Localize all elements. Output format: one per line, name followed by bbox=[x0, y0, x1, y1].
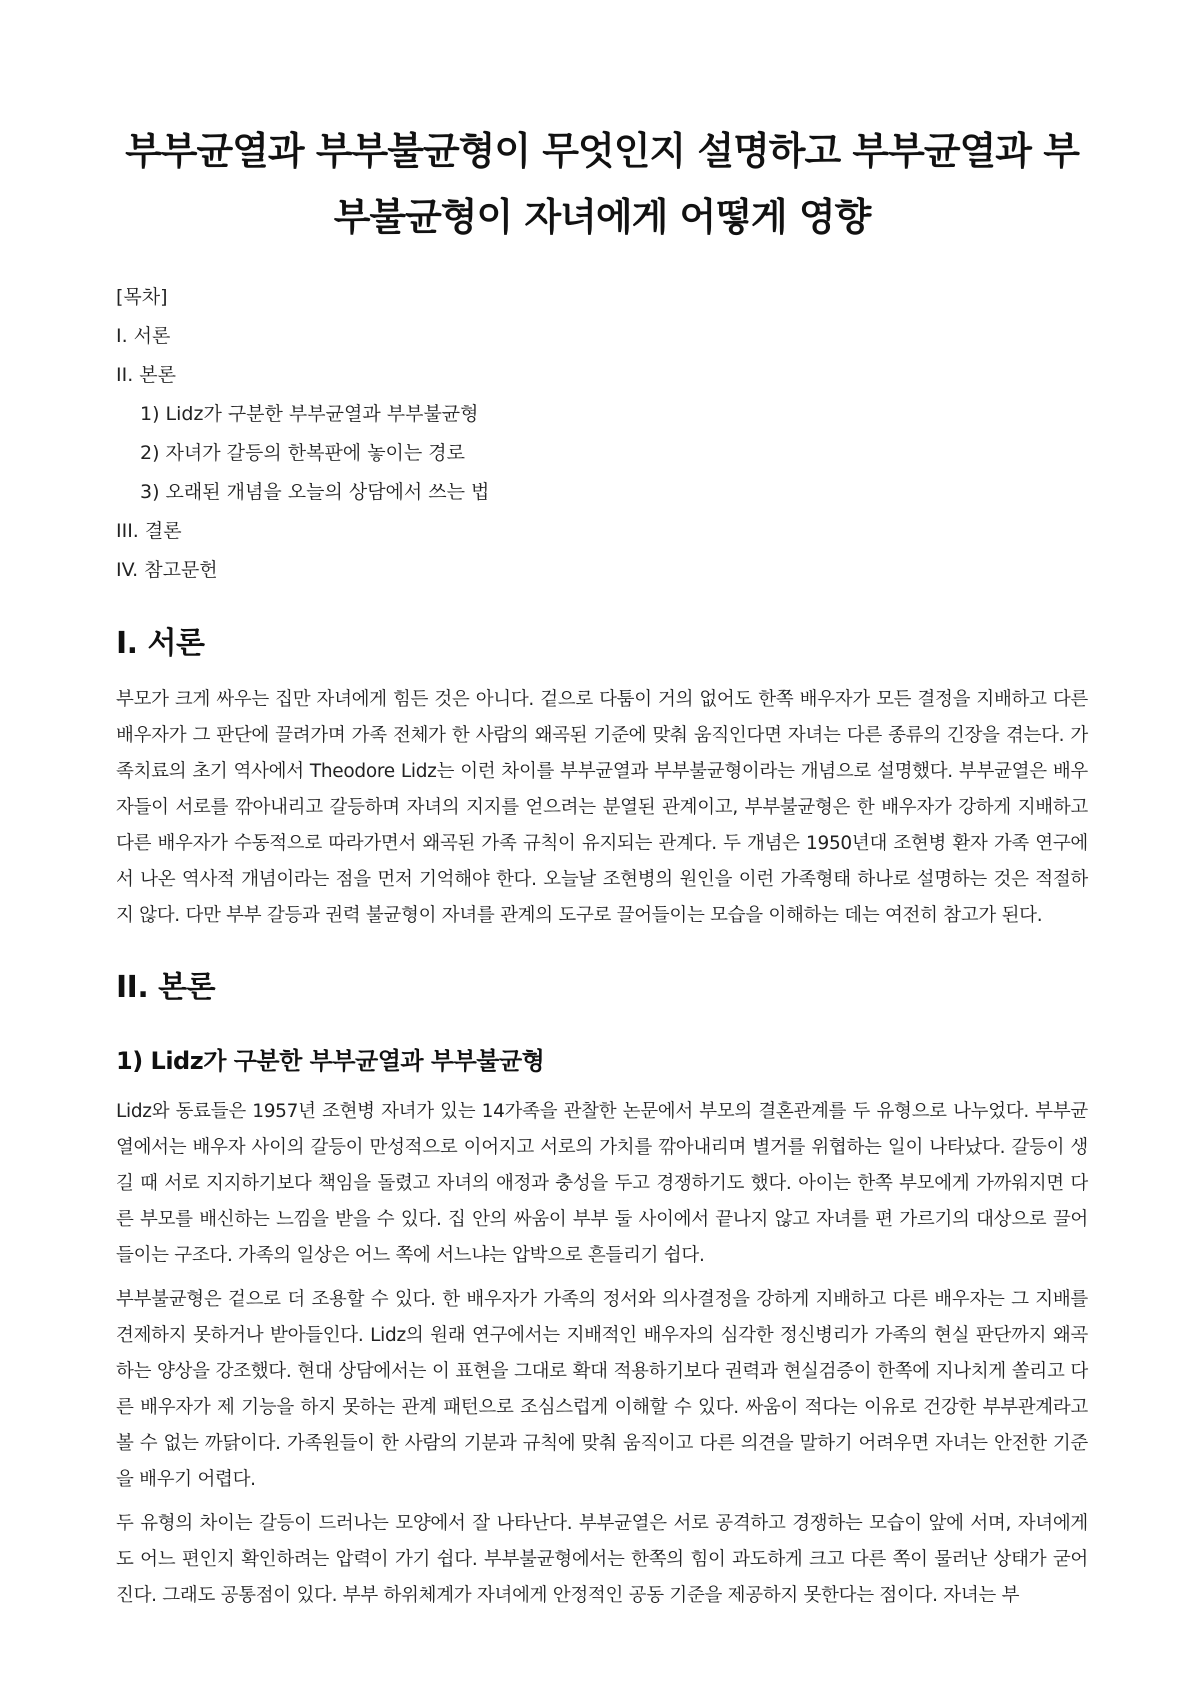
toc-item-body-2: 2) 자녀가 갈등의 한복판에 놓이는 경로 bbox=[140, 442, 466, 464]
intro-heading: I. 서론 bbox=[116, 626, 205, 661]
subsection-1-paragraph-1: Lidz와 동료들은 1957년 조현병 자녀가 있는 14가족을 관찰한 논문에서 부모의 결혼관계를 두 유형으로 나누었다. 부부균열에서는 배우자 사이의 갈등이 만성적으로 이어지고 서로의 가치를 깎아내리며 별거를 위협하는 일이 나타났다. 갈등이 생길 때 서로 지지하기보다 책임을 돌렸고 자녀의 애정과 충성을 두고 경쟁하기도 했다. 아이는 한쪽 부모에게 가까워지면 다른 부모를 배신하는 느낌을 받을 수 있다. 집 안의 싸움이 부부 둘 사이에서 끝나지 않고 자녀를 편 가르기의 대상으로 끌어들이는 구조다. 가족의 일상은 어느 쪽에 서느냐는 압박으로 흔들리기 쉽다. bbox=[116, 1101, 1088, 1266]
subsection-1-paragraph-3: 두 유형의 차이는 갈등이 드러나는 모양에서 잘 나타난다. 부부균열은 서로 공격하고 경쟁하는 모습이 앞에 서며, 자녀에게도 어느 편인지 확인하려는 압력이 가기 쉽다. 부부불균형에서는 한쪽의 힘이 과도하게 크고 다른 쪽이 물러난 상태가 굳어진다. 그래도 공통점이 있다. 부부 하위체계가 자녀에게 안정적인 공동 기준을 제공하지 못한다는 점이다. 자녀는 부 bbox=[116, 1513, 1088, 1606]
subsection-1-paragraph-2: 부부불균형은 겉으로 더 조용할 수 있다. 한 배우자가 가족의 정서와 의사결정을 강하게 지배하고 다른 배우자는 그 지배를 견제하지 못하거나 받아들인다. Lidz의 원래 연구에서는 지배적인 배우자의 심각한 정신병리가 가족의 현실 판단까지 왜곡하는 양상을 강조했다. 현대 상담에서는 이 표현을 그대로 확대 적용하기보다 권력과 현실검증이 한쪽에 지나치게 쏠리고 다른 배우자가 제 기능을 하지 못하는 관계 패턴으로 조심스럽게 이해할 수 있다. 싸움이 적다는 이유로 건강한 부부관계라고 볼 수 없는 까닭이다. 가족원들이 한 사람의 기분과 규칙에 맞춰 움직이고 다른 의견을 말하기 어려우면 자녀는 안전한 기준을 배우기 어렵다. bbox=[116, 1289, 1088, 1490]
toc-item-body: II. 본론 bbox=[116, 364, 176, 386]
toc-list bbox=[116, 317, 1088, 590]
toc-item-intro: I. 서론 bbox=[116, 325, 171, 347]
intro-paragraph: 부모가 크게 싸우는 집만 자녀에게 힘든 것은 아니다. 겉으로 다툼이 거의 없어도 한쪽 배우자가 모든 결정을 지배하고 다른 배우자가 그 판단에 끌려가며 가족 전체가 한 사람의 왜곡된 기준에 맞춰 움직인다면 자녀는 다른 종류의 긴장을 겪는다. 가족치료의 초기 역사에서 Theodore Lidz는 이런 차이를 부부균열과 부부불균형이라는 개념으로 설명했다. 부부균열은 배우자들이 서로를 깎아내리고 갈등하며 자녀의 지지를 얻으려는 분열된 관계이고, 부부불균형은 한 배우자가 강하게 지배하고 다른 배우자가 수동적으로 따라가면서 왜곡된 가족 규칙이 유지되는 관계다. 두 개념은 1950년대 조현병 환자 가족 연구에서 나온 역사적 개념이라는 점을 먼저 기억해야 한다. 오늘날 조현병의 원인을 이런 가족형태 하나로 설명하는 것은 적절하지 않다. 다만 부부 갈등과 권력 불균형이 자녀를 관계의 도구로 끌어들이는 모습을 이해하는 데는 여전히 참고가 된다. bbox=[116, 689, 1088, 926]
table-of-contents bbox=[116, 278, 1088, 590]
subsection-1-heading: 1) Lidz가 구분한 부부균열과 부부불균형 bbox=[116, 1047, 545, 1075]
toc-item-body-1: 1) Lidz가 구분한 부부균열과 부부불균형 bbox=[140, 403, 479, 425]
document-title: 부부균열과 부부불균형이 무엇인지 설명하고 부부균열과 부부불균형이 자녀에게 어떻게 영향 bbox=[125, 129, 1079, 239]
toc-item-body-3: 3) 오래된 개념을 오늘의 상담에서 쓰는 법 bbox=[140, 481, 490, 503]
toc-item-references: IV. 참고문헌 bbox=[116, 559, 218, 581]
toc-heading: [목차] bbox=[116, 286, 168, 308]
body-heading: II. 본론 bbox=[116, 970, 216, 1005]
toc-item-conclusion: III. 결론 bbox=[116, 520, 182, 542]
